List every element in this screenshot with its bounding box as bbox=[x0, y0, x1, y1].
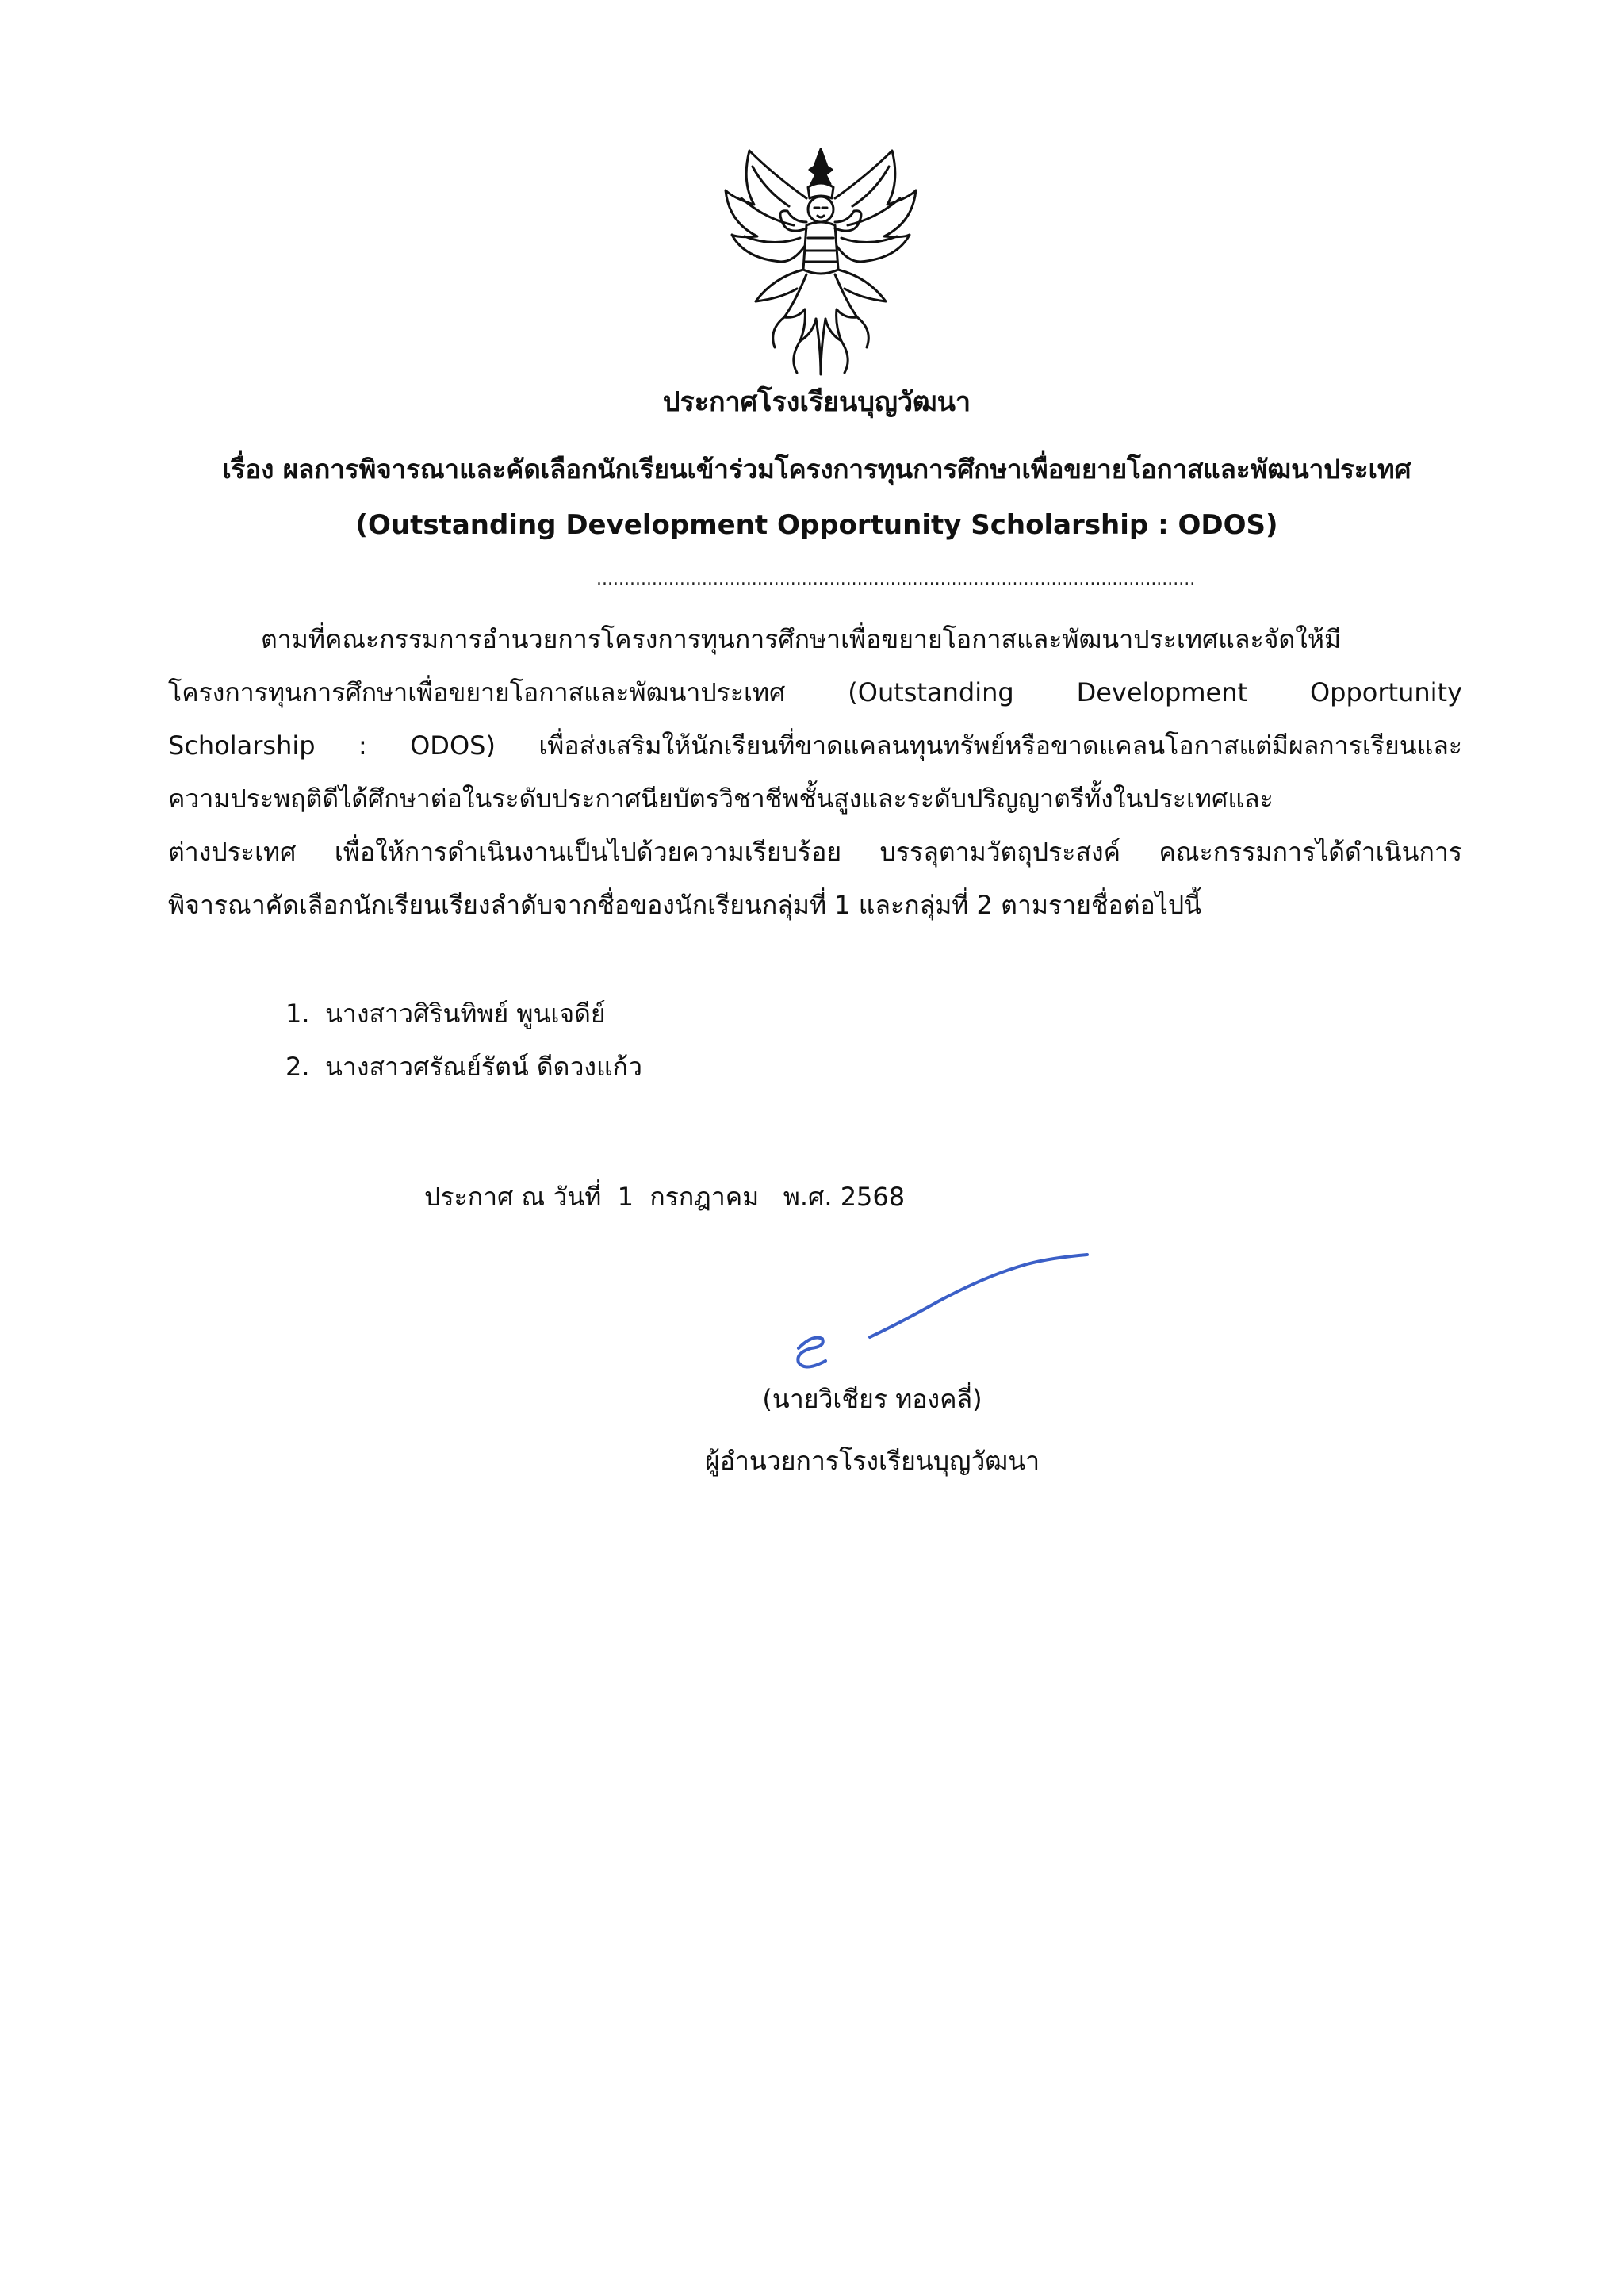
body-line: ตามที่คณะกรรมการอำนวยการโครงการทุนการศึกษาเพื่อขยายโอกาสและพัฒนาประเทศและจัดให้มี bbox=[261, 624, 1342, 654]
list-item bbox=[285, 1041, 642, 1094]
garuda-emblem-icon bbox=[718, 143, 924, 381]
signature-image bbox=[781, 1237, 1098, 1372]
list-item-number: 1. bbox=[285, 999, 310, 1029]
student-name: นางสาวศรัณย์รัตน์ ดีดวงแก้ว bbox=[325, 1052, 643, 1082]
student-list bbox=[285, 987, 642, 1094]
list-item-number: 2. bbox=[285, 1052, 310, 1082]
body-line: โครงการทุนการศึกษาเพื่อขยายโอกาสและพัฒนาประเทศ (Outstanding Development Opportunity bbox=[168, 677, 1462, 707]
body-paragraph bbox=[168, 613, 1462, 932]
body-line: Scholarship : ODOS) เพื่อส่งเสริมให้นักเรียนที่ขาดแคลนทุนทรัพย์หรือขาดแคลนโอกาสแต่มีผลการเรียนและ bbox=[168, 730, 1462, 761]
list-item bbox=[285, 987, 642, 1041]
body-line: พิจารณาคัดเลือกนักเรียนเรียงลำดับจากชื่อของนักเรียนกลุ่มที่ 1 และกลุ่มที่ 2 ตามรายชื่อต่อไปนี้ bbox=[168, 890, 1202, 920]
signer-position: ผู้อำนวยการโรงเรียนบุญวัฒนา bbox=[704, 1446, 1040, 1476]
signer-name: (นายวิเชียร ทองคลี่) bbox=[762, 1384, 982, 1414]
announcement-date: ประกาศ ณ วันที่ 1 กรกฎาคม พ.ศ. 2568 bbox=[424, 1182, 906, 1212]
program-english-title: (Outstanding Development Opportunity Scholarship : ODOS) bbox=[355, 509, 1278, 541]
separator-dots: ............................................................................................................ bbox=[596, 569, 1196, 589]
body-line: ความประพฤติดีได้ศึกษาต่อในระดับประกาศนียบัตรวิชาชีพชั้นสูงและระดับปริญญาตรีทั้งในประเทศและ bbox=[168, 784, 1274, 814]
body-line: ต่างประเทศ เพื่อให้การดำเนินงานเป็นไปด้วยความเรียบร้อย บรรลุตามวัตถุประสงค์ คณะกรรมการได้ดำเนินการ bbox=[168, 837, 1462, 867]
announcement-subject: เรื่อง ผลการพิจารณาและคัดเลือกนักเรียนเข้าร่วมโครงการทุนการศึกษาเพื่อขยายโอกาสและพัฒนาประเทศ bbox=[222, 454, 1411, 485]
announcement-title: ประกาศโรงเรียนบุญวัฒนา bbox=[662, 386, 971, 418]
student-name: นางสาวศิรินทิพย์ พูนเจดีย์ bbox=[325, 999, 606, 1029]
